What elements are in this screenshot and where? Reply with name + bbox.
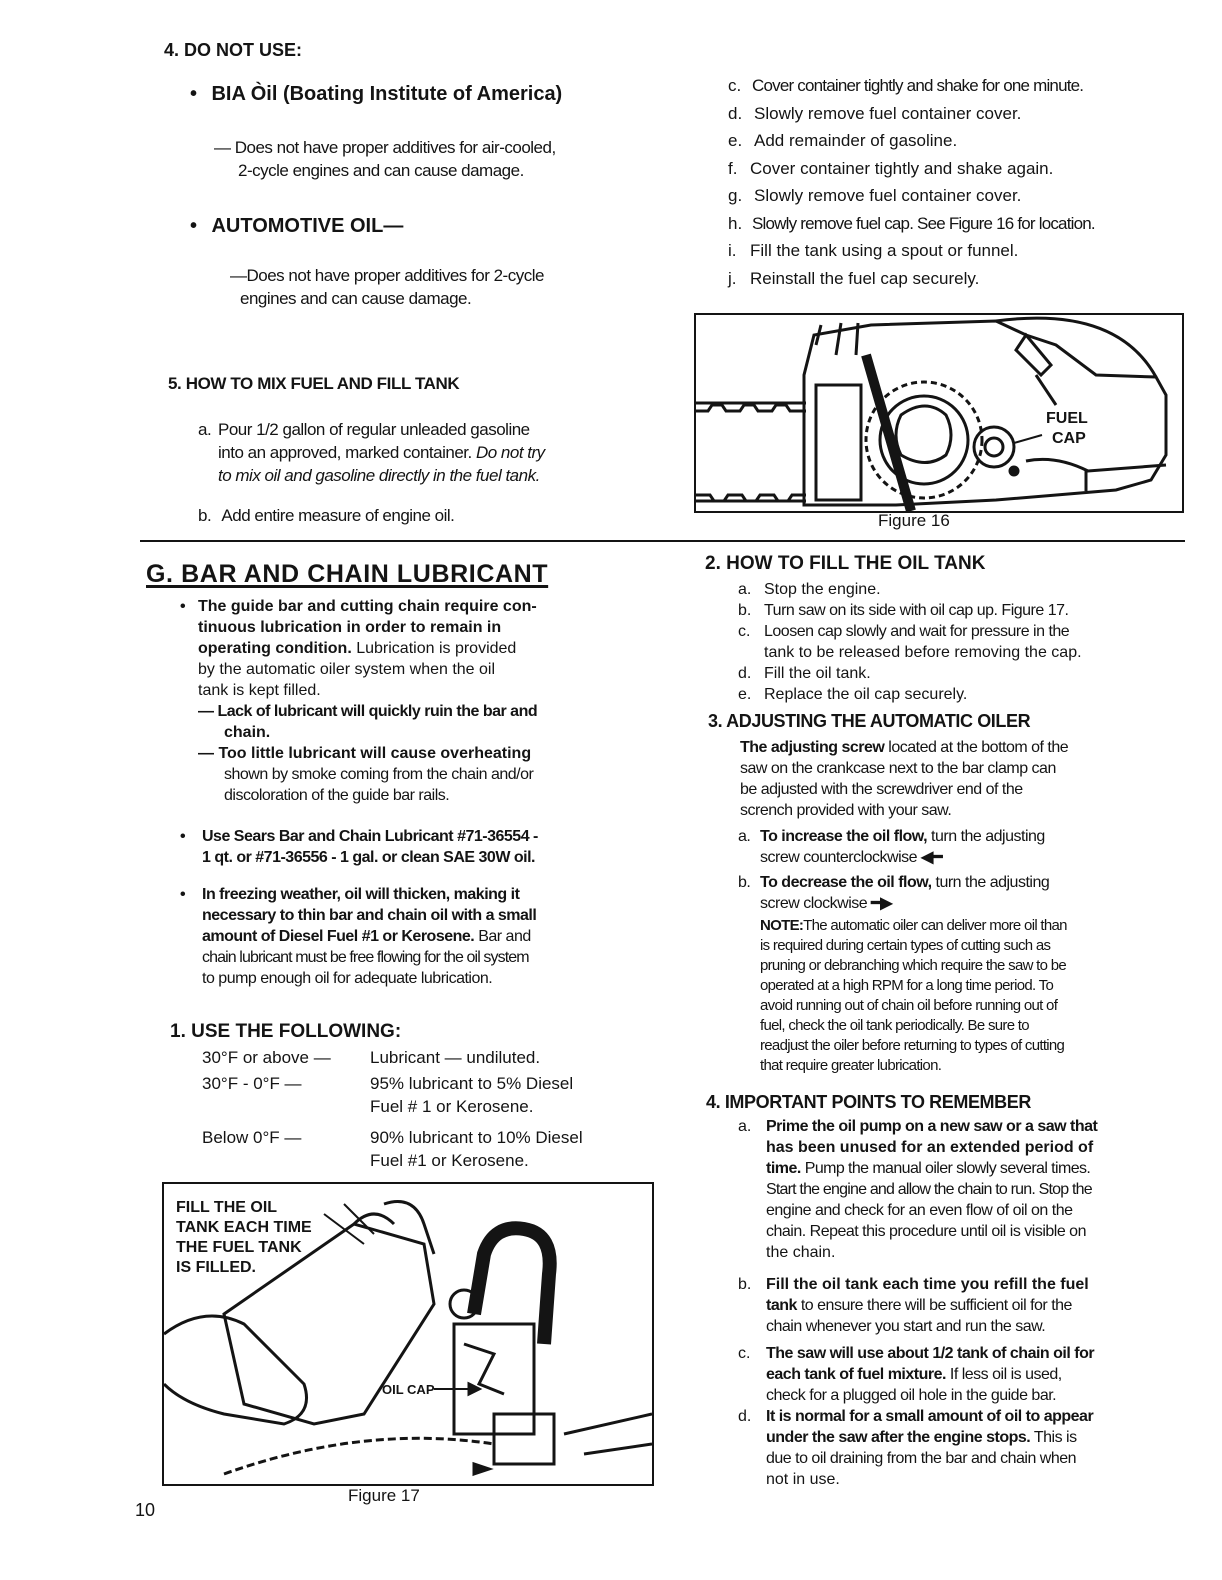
temperature-table: [202, 1046, 642, 1176]
dash-line: chain.: [224, 724, 271, 741]
temperature-condition: 30°F or above —: [202, 1048, 331, 1067]
saw-front-handle: [474, 1228, 550, 1344]
bullet-line: Lubrication is provided: [356, 640, 517, 657]
mix-step-b: [198, 504, 454, 527]
fuel-step: [728, 239, 1178, 267]
handle-bar: [866, 355, 911, 511]
step-text: Add remainder of gasoline.: [754, 131, 958, 150]
step-label: e.: [738, 686, 752, 703]
fuel-step: [728, 267, 1178, 295]
fuel-step: [728, 74, 1178, 102]
step-label: j.: [728, 268, 737, 288]
oil-cap-arrow: [469, 1384, 479, 1394]
important-point-a: [738, 1116, 1170, 1263]
bia-note-line: 2-cycle engines and can cause damage.: [238, 161, 524, 180]
point-line: under the saw after the engine stops.: [766, 1429, 1031, 1446]
auto-note-line: engines and can cause damage.: [240, 289, 472, 308]
step-label: f.: [728, 158, 738, 178]
bullet-line: tinuous lubrication in order to remain in: [198, 619, 502, 636]
bia-oil-note: [214, 136, 556, 182]
oil-step: [738, 684, 1168, 705]
fuel-step: [728, 129, 1178, 157]
mix-ratio: 90% lubricant to 10% Diesel: [370, 1128, 583, 1147]
step-text: screw clockwise: [760, 895, 868, 912]
oiler-step-a: [738, 826, 1163, 868]
auto-note-line: —Does not have proper additives for 2-cycle: [230, 266, 544, 285]
step-text: Slowly remove fuel container cover.: [754, 103, 1022, 123]
oiler-step-b: [738, 872, 1163, 914]
bottom-arrow: [474, 1464, 489, 1474]
step-label: a.: [738, 1118, 752, 1135]
important-point-d: [738, 1406, 1170, 1490]
mix-ratio: 95% lubricant to 5% Diesel: [370, 1074, 574, 1093]
cap-label: CAP: [1052, 430, 1086, 447]
bullet-line: amount of Diesel Fuel #1 or Kerosene.: [202, 928, 475, 945]
point-line: time.: [766, 1160, 801, 1177]
bullet-line: tank is kept filled.: [198, 682, 321, 699]
intro-line: scrench provided with your saw.: [740, 802, 952, 819]
dash-line: shown by smoke coming from the chain and/or: [224, 766, 534, 783]
step-text: Stop the engine.: [764, 581, 881, 598]
adjusting-oiler-heading: 3. ADJUSTING THE AUTOMATIC OILER: [708, 711, 1031, 731]
bullet-dot: •: [180, 886, 186, 903]
step-text: Slowly remove fuel cap. See Figure 16 for location.: [752, 213, 1095, 233]
note-line: operated at a high RPM for a long time period. To: [760, 977, 1054, 994]
counterclockwise-arrow-icon: ◀━: [921, 849, 942, 866]
intro-line: located at the bottom of the: [888, 739, 1069, 756]
point-line: not in use.: [766, 1471, 840, 1488]
step-label: g.: [728, 186, 743, 205]
point-line: Pump the manual oiler slowly several times.: [804, 1160, 1091, 1177]
note-line: fuel, check the oil tank periodically. Be sure to: [760, 1017, 1029, 1034]
temperature-row: [202, 1072, 642, 1122]
point-line: If less oil is used,: [949, 1366, 1062, 1383]
step-text: Loosen cap slowly and wait for pressure in the: [764, 623, 1070, 640]
point-line: check for a plugged oil hole in the guide bar.: [766, 1387, 1057, 1404]
step-label: h.: [728, 213, 743, 233]
point-line: This is: [1033, 1429, 1077, 1446]
bullet-line: In freezing weather, oil will thicken, making it: [202, 886, 520, 903]
use-following-heading: 1. USE THE FOLLOWING:: [170, 1021, 402, 1042]
dash-line: — Lack of lubricant will quickly ruin the bar and: [198, 703, 538, 720]
step-b-text: Add entire measure of engine oil.: [221, 506, 455, 525]
step-label: a.: [198, 420, 212, 439]
figure-16-caption: Figure 16: [878, 511, 950, 530]
step-a-line: Pour 1/2 gallon of regular unleaded gasoline: [218, 420, 530, 439]
figure-17-caption: Figure 17: [348, 1486, 420, 1505]
bullet-line: Bar and: [478, 928, 531, 945]
lubricant-bullet-1: [180, 596, 625, 806]
mix-ratio: Fuel #1 or Kerosene.: [370, 1151, 529, 1170]
lubricant-bullet-3: [180, 884, 630, 989]
figure-17-note-line: IS FILLED.: [176, 1259, 256, 1276]
oil-cap-label: OIL CAP: [382, 1382, 435, 1397]
step-text: Fill the tank using a spout or funnel.: [750, 241, 1019, 260]
step-label: c.: [738, 623, 751, 640]
bullet-line: operating condition.: [198, 640, 352, 657]
intro-bold: The adjusting screw: [740, 739, 885, 756]
increase-flow-label: To increase the oil flow,: [760, 828, 928, 845]
chainsaw-fuel-cap-illustration: [696, 315, 1182, 511]
fill-oil-tank-heading: 2. HOW TO FILL THE OIL TANK: [705, 553, 986, 574]
step-label: b.: [738, 874, 751, 891]
point-line: the chain.: [766, 1244, 836, 1261]
dash-line: discoloration of the guide bar rails.: [224, 787, 450, 804]
point-line: to ensure there will be sufficient oil for the: [800, 1297, 1072, 1314]
note-line: that require greater lubrication.: [760, 1057, 942, 1074]
page-number: 10: [135, 1500, 156, 1520]
oil-step: [738, 600, 1168, 621]
fuel-cap-ring: [974, 427, 1014, 467]
bullet-line: chain lubricant must be free flowing for the oil system: [202, 949, 529, 966]
step-a-warning: Do not try: [475, 443, 545, 462]
mix-ratio: Lubricant — undiluted.: [370, 1048, 541, 1067]
step-label: b.: [738, 602, 752, 619]
step-label: c.: [738, 1345, 751, 1362]
step-text: Fill the oil tank.: [764, 665, 871, 682]
chain-teeth-bottom: [696, 495, 806, 501]
automotive-oil-title: AUTOMOTIVE OIL—: [211, 215, 404, 237]
step-label: e.: [728, 131, 743, 150]
step-text: Replace the oil cap securely.: [764, 686, 968, 703]
starter-grip: [896, 406, 951, 463]
fuel-step: [728, 102, 1178, 130]
bullet-line: Use Sears Bar and Chain Lubricant #71-36554 -: [202, 828, 538, 845]
step-label: a.: [738, 581, 752, 598]
note-line: The automatic oiler can deliver more oil than: [803, 917, 1067, 934]
note-line: is required during certain types of cutting such as: [760, 937, 1051, 954]
clockwise-arrow-icon: ━▶: [871, 895, 893, 912]
note-line: avoid running out of chain oil before running out of: [760, 997, 1058, 1014]
bia-oil-bullet: [190, 83, 562, 106]
bullet-line: 1 qt. or #71-36556 - 1 gal. or clean SAE 30W oil.: [202, 849, 535, 866]
fuel-label: FUEL: [1046, 410, 1088, 427]
step-text: tank to be released before removing the cap.: [764, 644, 1082, 661]
bullet-line: by the automatic oiler system when the oil: [198, 661, 496, 678]
bullet-dot: •: [180, 598, 186, 615]
temperature-condition: 30°F - 0°F —: [202, 1074, 302, 1093]
oil-step: [738, 621, 1168, 663]
fuel-cap-center: [985, 438, 1003, 456]
figure-17-note-line: THE FUEL TANK: [176, 1239, 302, 1256]
dash-line: — Too little lubricant will cause overheating: [198, 745, 532, 762]
point-line: chain. Repeat this procedure until oil is visible on: [766, 1223, 1086, 1240]
point-line: The saw will use about 1/2 tank of chain oil for: [766, 1345, 1095, 1362]
step-text: turn the adjusting: [935, 874, 1050, 891]
oil-step: [738, 663, 1168, 684]
temperature-condition: Below 0°F —: [202, 1128, 302, 1147]
trigger-link: [1036, 375, 1056, 405]
step-label: i.: [728, 241, 737, 260]
fill-oil-steps: [738, 579, 1168, 705]
step-text: Cover container tightly and shake for one minute.: [752, 76, 1084, 95]
finger: [384, 1202, 434, 1255]
note-label: NOTE:: [760, 917, 804, 934]
rear-handle-top: [996, 318, 1156, 377]
clutch-cover: [816, 385, 861, 500]
note-line: pruning or debranching which require the saw to be: [760, 957, 1067, 974]
point-line: Prime the oil pump on a new saw or a saw that: [766, 1118, 1098, 1135]
temperature-row: [202, 1126, 642, 1176]
step-label: d.: [728, 103, 743, 123]
point-line: Start the engine and allow the chain to run. Stop the: [766, 1181, 1092, 1198]
step-label: d.: [738, 1408, 752, 1425]
mix-ratio: Fuel # 1 or Kerosene.: [370, 1097, 534, 1116]
bullet-line: to pump enough oil for adequate lubrication.: [202, 970, 493, 987]
oil-step: [738, 579, 1168, 600]
point-line: due to oil draining from the bar and chain when: [766, 1450, 1077, 1467]
fuel-step: [728, 184, 1178, 212]
step-text: Turn saw on its side with oil cap up. Figure 17.: [764, 602, 1069, 619]
guide-bar: [224, 1438, 494, 1474]
step-a-line: into an approved, marked container.: [218, 443, 472, 462]
intro-line: saw on the crankcase next to the bar clamp can: [740, 760, 1056, 777]
step-label: b.: [198, 506, 212, 525]
automotive-oil-bullet: [190, 215, 403, 238]
bullet-dot: •: [190, 215, 198, 237]
mix-step-a: [198, 418, 618, 487]
step-label: d.: [738, 665, 752, 682]
section-divider: [140, 540, 1185, 542]
automotive-oil-note: [230, 264, 544, 310]
point-line: Fill the oil tank each time you refill the fuel: [766, 1276, 1089, 1293]
important-point-c: [738, 1343, 1170, 1406]
point-line: tank: [766, 1297, 797, 1314]
important-points-heading: 4. IMPORTANT POINTS TO REMEMBER: [706, 1092, 1031, 1112]
figure-16: [694, 313, 1184, 513]
temperature-row: [202, 1046, 642, 1072]
step-text: screw counterclockwise: [760, 849, 918, 866]
saw-base: [494, 1414, 554, 1464]
item-5-heading: 5. HOW TO MIX FUEL AND FILL TANK: [168, 374, 460, 393]
bullet-dot: •: [190, 83, 198, 105]
step-label: b.: [738, 1276, 752, 1293]
point-line: It is normal for a small amount of oil to appear: [766, 1408, 1094, 1425]
intro-line: be adjusted with the screwdriver end of the: [740, 781, 1023, 798]
point-line: chain whenever you start and run the saw.: [766, 1318, 1046, 1335]
fuel-step: [728, 212, 1178, 240]
step-text: Cover container tightly and shake again.: [750, 158, 1054, 178]
bullet-dot: •: [180, 828, 186, 845]
bar-rails: [564, 1414, 652, 1454]
decrease-flow-label: To decrease the oil flow,: [760, 874, 932, 891]
oiler-note: [760, 916, 1180, 1076]
chain-teeth-top: [696, 405, 806, 411]
important-point-b: [738, 1274, 1170, 1337]
screw-dot: [1010, 467, 1018, 475]
bia-oil-title: BIA Òil (Boating Institute of America): [211, 83, 563, 105]
step-text: Slowly remove fuel container cover.: [754, 186, 1022, 205]
point-line: each tank of fuel mixture.: [766, 1366, 946, 1383]
figure-17: [162, 1182, 654, 1486]
figure-17-note-line: FILL THE OIL: [176, 1199, 278, 1216]
point-line: engine and check for an even flow of oil on the: [766, 1202, 1073, 1219]
oil-tank-fill-illustration: [164, 1184, 652, 1484]
note-line: readjust the oiler before returning to types of cutting: [760, 1037, 1065, 1054]
fuel-step: [728, 157, 1178, 185]
point-line: has been unused for an extended period of: [766, 1139, 1094, 1156]
fuel-cap-pointer: [1014, 435, 1042, 443]
step-text: Reinstall the fuel cap securely.: [750, 268, 980, 288]
step-label: c.: [728, 76, 742, 95]
saw-body: [804, 321, 1166, 505]
figure-17-note-line: TANK EACH TIME: [176, 1219, 312, 1236]
fuel-steps-list: [728, 74, 1178, 294]
adjusting-oiler-intro: [740, 737, 1160, 821]
step-a-warning: to mix oil and gasoline directly in the fuel tank.: [218, 466, 540, 485]
bullet-line: The guide bar and cutting chain require con-: [198, 598, 537, 615]
item-4-heading: 4. DO NOT USE:: [164, 40, 303, 60]
step-text: turn the adjusting: [931, 828, 1045, 845]
body-lower-curve: [1026, 459, 1166, 471]
bullet-line: necessary to thin bar and chain oil with a small: [202, 907, 537, 924]
lubricant-bullet-2: [180, 826, 630, 868]
section-g-title: G. BAR AND CHAIN LUBRICANT: [146, 560, 549, 588]
step-label: a.: [738, 828, 751, 845]
bia-note-line: — Does not have proper additives for air-cooled,: [214, 138, 556, 157]
